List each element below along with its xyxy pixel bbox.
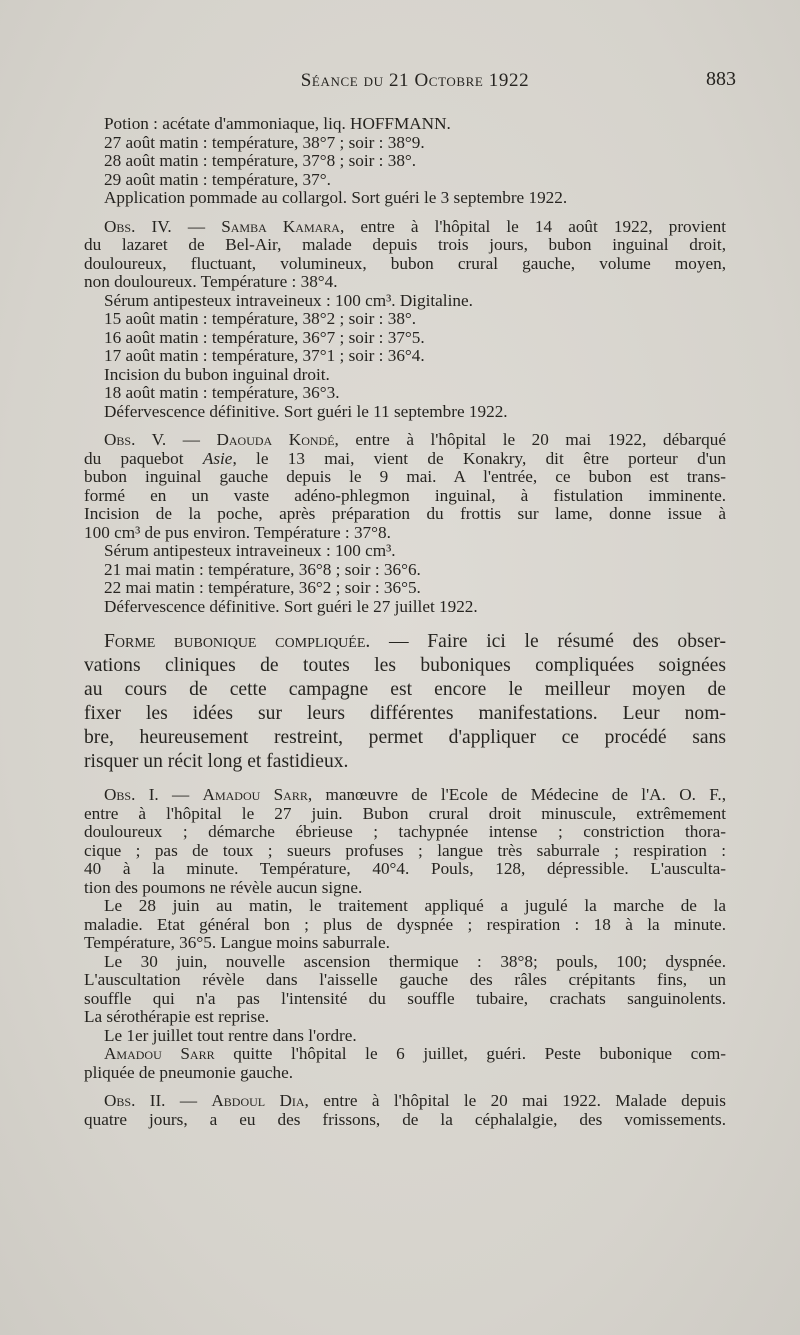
text-fragment: quitte l'hôpital le 6 juillet, guéri. Peste bubonique com- [214, 1044, 726, 1063]
section-first-line-rest: — Faire ici le résumé des obser- [370, 631, 727, 652]
section-heading: Forme bubonique compliquée. [104, 631, 371, 652]
text-line: Incision de la poche, après préparation du frottis sur lame, donne issue à [84, 504, 726, 523]
text-line: quatre jours, a eu des frissons, de la céphalalgie, des vomissements. [84, 1109, 726, 1129]
text-line: L'auscultation révèle dans l'aisselle gauche des râles crépitants fins, un [84, 970, 726, 989]
patient-name: Amadou Sarr [104, 1044, 215, 1063]
text-line: 27 août matin : température, 38°7 ; soir : 38°9. [104, 132, 425, 152]
text-line: 16 août matin : température, 36°7 ; soir : 37°5. [104, 327, 425, 347]
obs-first-line: Obs. II. — Abdoul Dia, entre à l'hôpital le 20 mai 1922. Malade depuis [104, 1091, 726, 1110]
observation-5 [84, 431, 726, 616]
text-line: au cours de cette campagne est encore le meilleur moyen de [84, 679, 726, 700]
text-line: bubon inguinal gauche depuis le 9 mai. A l'entrée, ce bubon est trans- [84, 467, 726, 486]
text-line: tion des poumons ne révèle aucun signe. [84, 877, 363, 897]
text-line: douloureux, fluctuant, volumineux, bubon crural gauche, volume moyen, [84, 253, 726, 273]
section-first-line [84, 630, 726, 654]
text-fragment: , le 13 mai, vient de Konakry, dit être porteur d'un [232, 448, 726, 468]
text-line: formé en un vaste adéno-phlegmon inguinal, à fistulation imminente. [84, 485, 726, 505]
obs-label: Obs. IV. [104, 216, 172, 236]
text-line: Le 30 juin, nouvelle ascension thermique : 38°8; pouls, 100; dyspnée. [104, 951, 726, 971]
text-line [84, 1045, 726, 1064]
text-line: Potion : acétate d'ammoniaque, liq. HOFFMANN. [104, 114, 451, 133]
patient-name: Samba Kamara [221, 216, 340, 236]
text-line: fixer les idées sur leurs différentes manifestations. Leur nom- [84, 703, 726, 724]
obs-label: Obs. II. [104, 1091, 166, 1110]
observation-2 [84, 1092, 726, 1129]
page-body [84, 115, 726, 1139]
page-header [104, 64, 736, 98]
text-line: 15 août matin : température, 38°2 ; soir : 38°. [104, 309, 417, 328]
text-line: vations cliniques de toutes les buboniques compliquées soignées [84, 655, 726, 676]
obs-first-line: Obs. I. — Amadou Sarr, manœuvre de l'Ecole de Médecine de l'A. O. F., [104, 785, 726, 804]
text-line: 40 à la minute. Température, 40°4. Pouls, 128, dépressible. L'ausculta- [84, 859, 726, 878]
text-line: Sérum antipesteux intraveineux : 100 cm³. [104, 541, 396, 560]
text-line: Application pommade au collargol. Sort guéri le 3 septembre 1922. [104, 188, 568, 207]
text-line: souffle qui n'a pas l'intensité du souffle tubaire, crachats sanguinolents. [84, 988, 726, 1008]
text-line: entre à l'hôpital le 27 juin. Bubon crural droit minuscule, extrêmement [84, 803, 726, 823]
text-line: Le 1er juillet tout rentre dans l'ordre. [104, 1025, 357, 1045]
obs-label: Obs. I. [104, 785, 159, 804]
section-forme-bubonique [84, 630, 726, 774]
observation-4 [84, 218, 726, 422]
running-head: Séance du 21 Octobre 1922 [300, 70, 530, 91]
text-line: du lazaret de Bel-Air, malade depuis trois jours, bubon inguinal droit, [84, 235, 726, 254]
patient-name: Amadou Sarr [202, 785, 308, 804]
text-line: 18 août matin : température, 36°3. [104, 383, 340, 402]
obs-label: Obs. V. [104, 430, 167, 449]
text-line: Le 28 juin au matin, le traitement appliqué a jugulé la marche de la [104, 896, 726, 915]
text-line: 21 mai matin : température, 36°8 ; soir : 36°6. [104, 559, 421, 579]
obs-first-line-rest: , entre à l'hôpital le 20 mai 1922. Malade depuis [304, 1091, 726, 1110]
text-line [84, 450, 726, 469]
patient-name: Abdoul Dia [211, 1091, 305, 1110]
obs-first-line-rest: , manœuvre de l'Ecole de Médecine de l'A. O. F., [307, 785, 726, 804]
text-line: 29 août matin : température, 37°. [104, 169, 331, 189]
text-line: 28 août matin : température, 37°8 ; soir : 38°. [104, 151, 417, 170]
text-fragment: du paquebot [84, 448, 203, 468]
text-line: Sérum antipesteux intraveineux : 100 cm³. Digitaline. [104, 290, 473, 310]
text-line: cique ; pas de toux ; sueurs profuses ; langue très saburrale ; respiration : [84, 840, 726, 860]
text-line: Incision du bubon inguinal droit. [104, 364, 330, 384]
obs-first-line-rest: , entre à l'hôpital le 14 août 1922, provient [339, 216, 727, 236]
text-line: Température, 36°5. Langue moins saburrale. [84, 933, 390, 952]
ship-name: Asie [202, 448, 233, 468]
text-line: 22 mai matin : température, 36°2 ; soir : 36°5. [104, 578, 421, 597]
observation-1 [84, 786, 726, 1082]
text-line: 100 cm³ de pus environ. Température : 37°8. [84, 522, 391, 542]
text-line: Défervescence définitive. Sort guéri le 27 juillet 1922. [104, 596, 478, 616]
patient-name: Daouda Kondé [216, 430, 335, 449]
text-line: risquer un récit long et fastidieux. [84, 751, 349, 772]
text-line: 17 août matin : température, 37°1 ; soir : 36°4. [104, 346, 425, 365]
text-line: bre, heureusement restreint, permet d'appliquer ce procédé sans [84, 727, 726, 748]
text-line: douloureux ; démarche ébrieuse ; tachypnée intense ; constriction thora- [84, 822, 726, 841]
obs-first-line-rest: , entre à l'hôpital le 20 mai 1922, débarqué [334, 430, 726, 449]
text-line: pliquée de pneumonie gauche. [84, 1062, 294, 1082]
obs-3-tail [84, 115, 726, 208]
text-line: non douloureux. Température : 38°4. [84, 272, 338, 291]
page-number: 883 [706, 68, 736, 90]
text-line: maladie. Etat général bon ; plus de dyspnée ; respiration : 18 à la minute. [84, 914, 726, 934]
text-line: La sérothérapie est reprise. [84, 1007, 270, 1026]
obs-first-line: Obs. IV. — Samba Kamara, entre à l'hôpital le 14 août 1922, provient [104, 216, 727, 236]
text-line: Défervescence définitive. Sort guéri le 11 septembre 1922. [104, 401, 508, 421]
obs-first-line: Obs. V. — Daouda Kondé, entre à l'hôpital le 20 mai 1922, débarqué [104, 430, 726, 449]
